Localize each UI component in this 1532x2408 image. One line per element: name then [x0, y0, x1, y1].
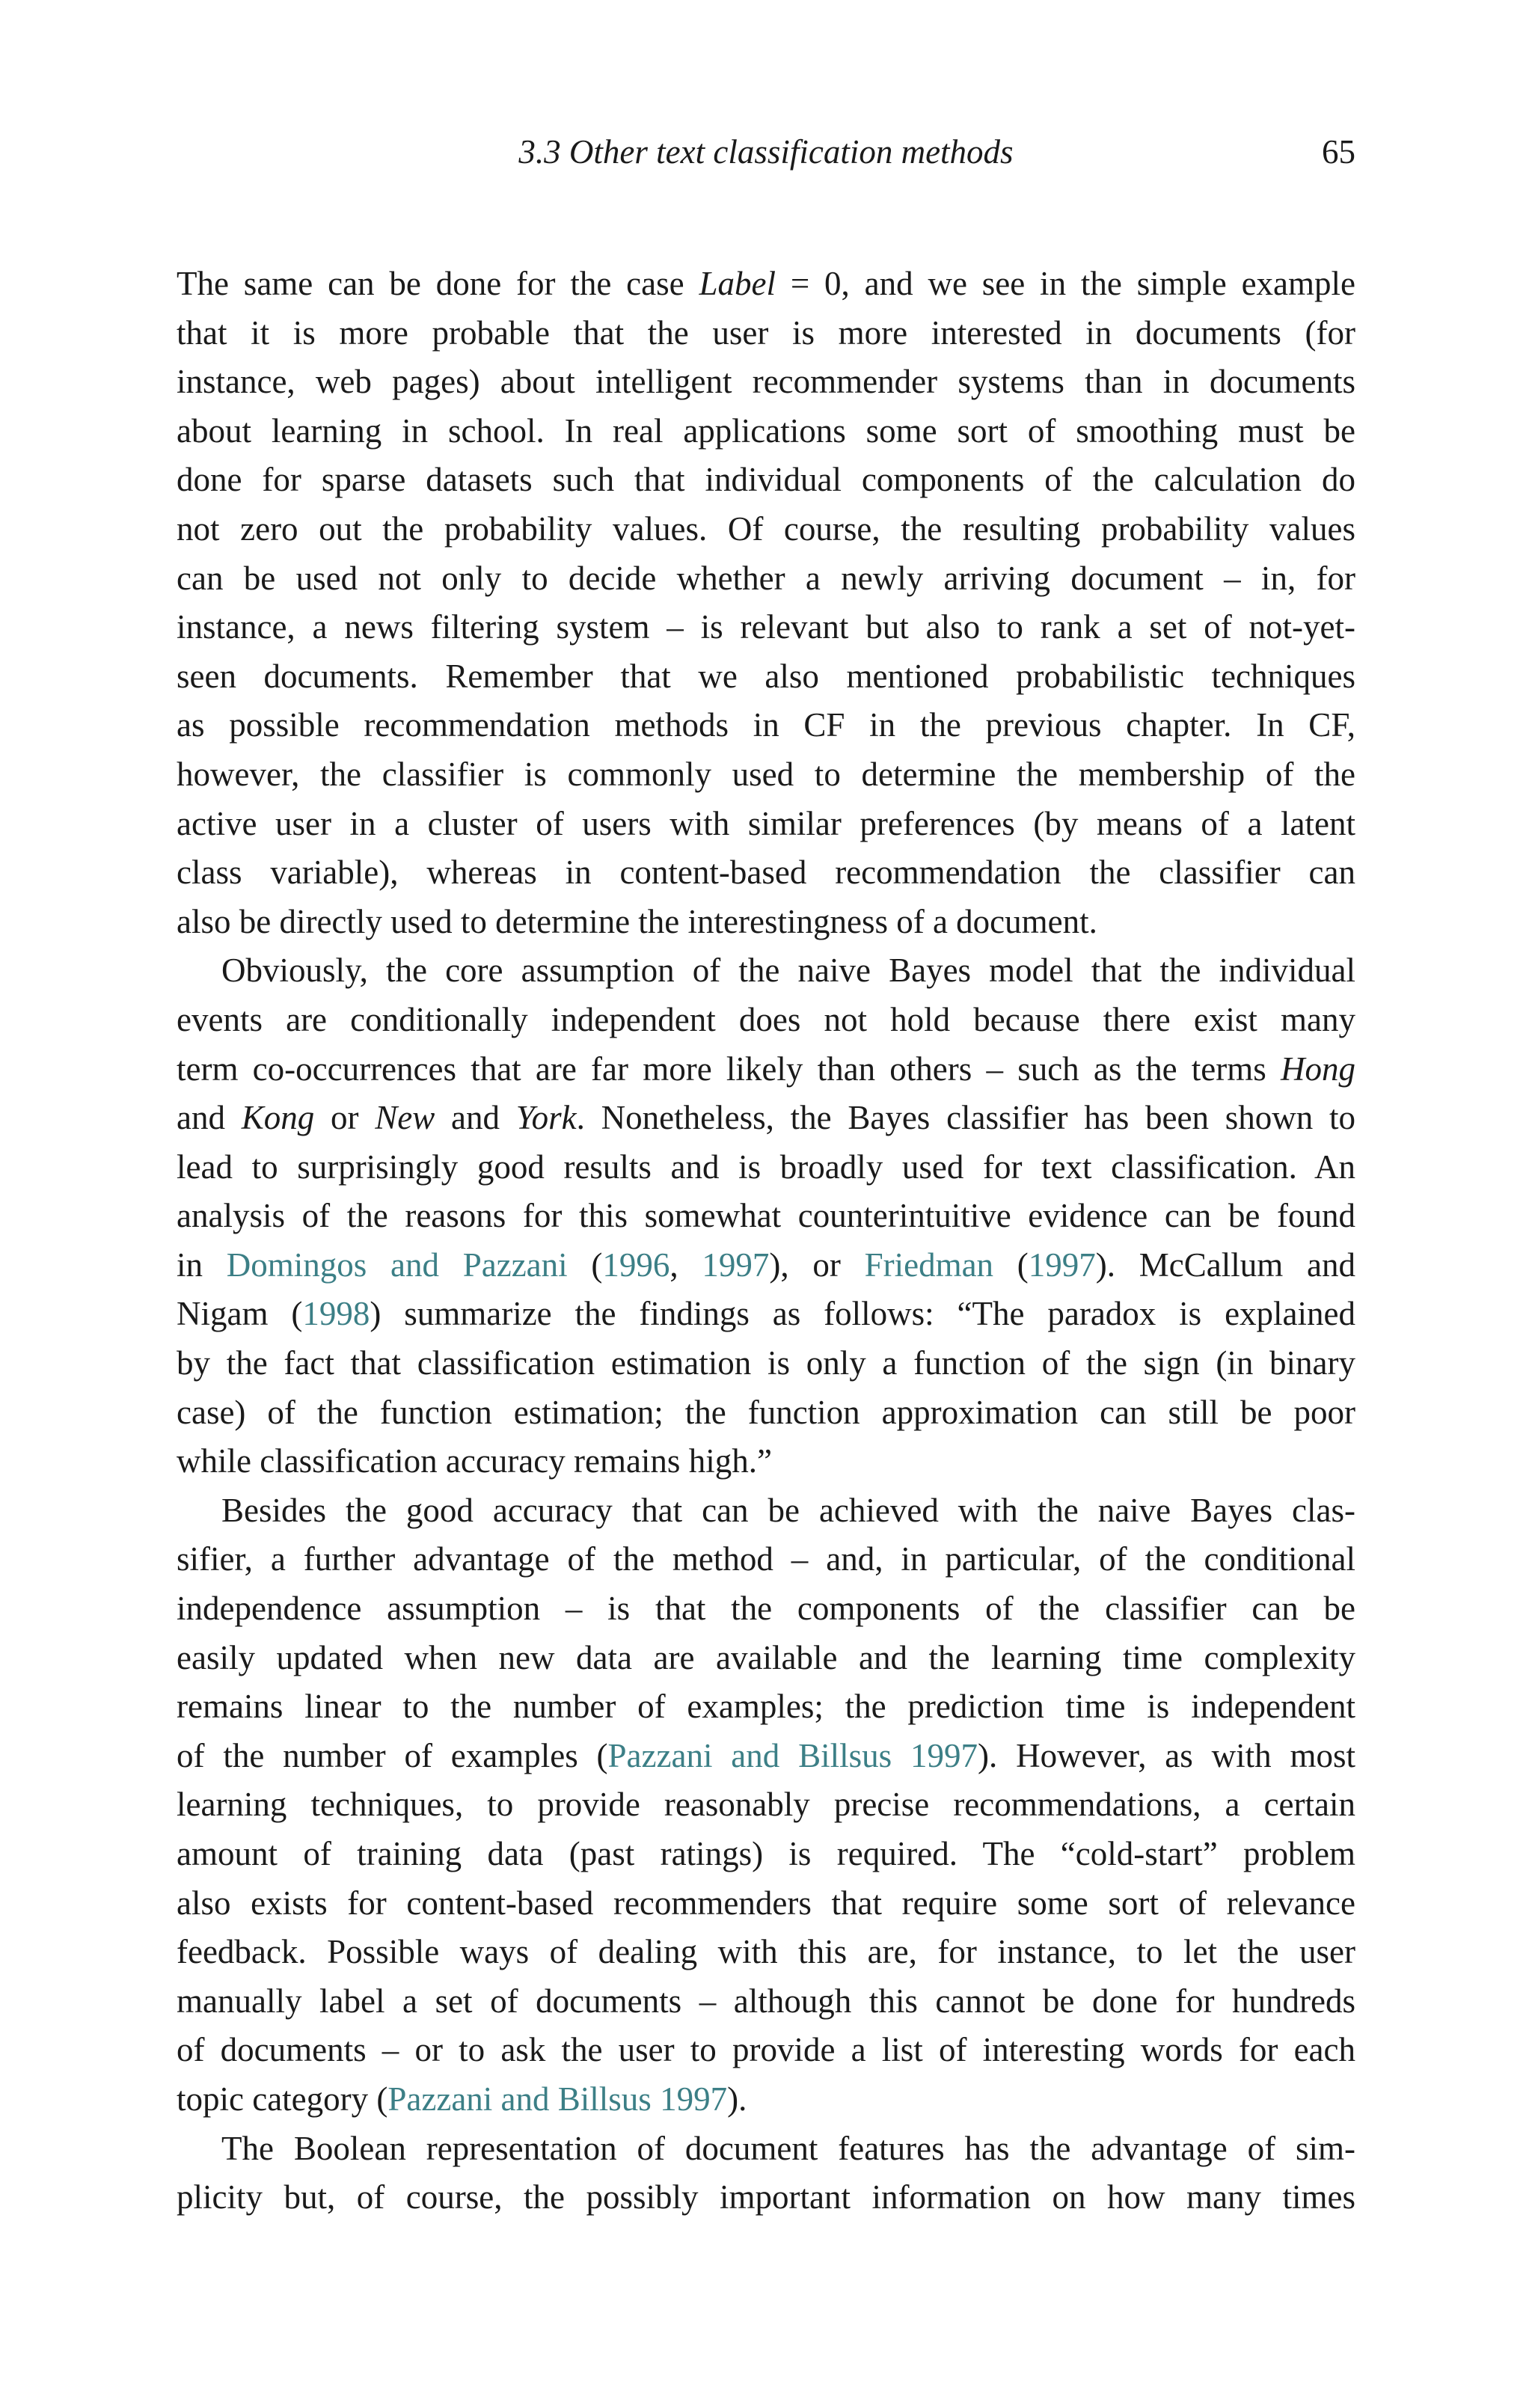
text-line: of documents – or to ask the user to provide a list of interesting words for each [177, 2031, 1355, 2069]
text-line: of the number of examples (Pazzani and Billsus 1997). However, as with most [177, 1736, 1355, 1774]
paragraph-3 [177, 1486, 1355, 2124]
text-line: The Boolean representation of document features has the advantage of sim- [221, 2129, 1355, 2167]
text-line: and Kong or New and York. Nonetheless, the Bayes classifier has been shown to [177, 1099, 1355, 1137]
text-line: manually label a set of documents – although this cannot be done for hundreds [177, 1982, 1355, 2020]
emphasis: New [375, 1099, 435, 1137]
text-line: remains linear to the number of examples; the prediction time is independent [177, 1688, 1355, 1726]
text-line: can be used not only to decide whether a newly arriving document – in, for [177, 559, 1355, 597]
text-line: instance, web pages) about intelligent recommender systems than in documents [177, 363, 1355, 401]
citation-link[interactable]: Domingos and Pazzani [226, 1246, 568, 1284]
text-line: in Domingos and Pazzani (1996, 1997), or Friedman (1997). McCallum and [177, 1246, 1355, 1284]
section-title: 3.3 Other text classification methods [518, 133, 1014, 171]
emphasis: York [515, 1099, 577, 1137]
text-line: Nigam (1998) summarize the findings as follows: “The paradox is explained [177, 1295, 1355, 1333]
citation-link[interactable]: Friedman [864, 1246, 994, 1284]
text-line: events are conditionally independent does not hold because there exist many [177, 1000, 1355, 1038]
text-line: class variable), whereas in content-based recommendation the classifier can [177, 854, 1355, 892]
text-line: while classification accuracy remains high.” [177, 1442, 772, 1480]
text-line: analysis of the reasons for this somewhat counterintuitive evidence can be found [177, 1197, 1355, 1235]
text-line: sifier, a further advantage of the method – and, in particular, of the conditional [177, 1540, 1355, 1578]
text-line: The same can be done for the case Label = 0, and we see in the simple example [177, 265, 1355, 302]
text-line: not zero out the probability values. Of course, the resulting probability values [177, 509, 1355, 548]
text-line: case) of the function estimation; the function approximation can still be poor [177, 1393, 1355, 1431]
citation-link[interactable]: 1996 [602, 1246, 670, 1284]
text-line: about learning in school. In real applications some sort of smoothing must be [177, 411, 1355, 450]
text-line: feedback. Possible ways of dealing with this are, for instance, to let the user [177, 1933, 1355, 1971]
text-line: lead to surprisingly good results and is broadly used for text classification. An [177, 1148, 1355, 1186]
text-line: however, the classifier is commonly used to determine the membership of the [177, 755, 1355, 793]
citation-link[interactable]: 1998 [302, 1295, 370, 1333]
paragraph-1 [177, 260, 1355, 946]
citation-link[interactable]: Pazzani and Billsus 1997 [607, 1736, 978, 1774]
text-line: that it is more probable that the user is more interested in documents (for [177, 313, 1355, 352]
text-line: independence assumption – is that the components of the classifier can be [177, 1590, 1355, 1628]
text-line: seen documents. Remember that we also mentioned probabilistic techniques [177, 657, 1355, 695]
body-text [177, 260, 1355, 2222]
citation-link[interactable]: 1997 [702, 1246, 770, 1284]
text-line: as possible recommendation methods in CF in the previous chapter. In CF, [177, 706, 1355, 744]
text-line: easily updated when new data are available and the learning time complexity [177, 1638, 1355, 1676]
math-variable-label: Label [699, 265, 776, 302]
citation-link[interactable]: 1997 [1028, 1246, 1096, 1284]
paragraph-2 [177, 946, 1355, 1486]
citation-link[interactable]: Pazzani and Billsus 1997 [387, 2080, 728, 2118]
page-number: 65 [1322, 133, 1355, 171]
text-line: by the fact that classification estimation is only a function of the sign (in binary [177, 1344, 1355, 1382]
text-line: Obviously, the core assumption of the naive Bayes model that the individual [221, 952, 1355, 990]
text-line: learning techniques, to provide reasonably precise recommendations, a certain [177, 1786, 1355, 1824]
text-line: term co-occurrences that are far more likely than others – such as the terms Hong [177, 1050, 1355, 1088]
text-line: done for sparse datasets such that individual components of the calculation do [177, 461, 1355, 499]
emphasis: Kong [241, 1099, 315, 1137]
text-line: plicity but, of course, the possibly important information on how many times [177, 2178, 1355, 2216]
emphasis: Hong [1281, 1050, 1355, 1088]
text-line: topic category (Pazzani and Billsus 1997). [177, 2080, 747, 2118]
text-line: active user in a cluster of users with similar preferences (by means of a latent [177, 804, 1355, 842]
text-line: also be directly used to determine the interestingness of a document. [177, 902, 1097, 940]
paragraph-4 [177, 2124, 1355, 2222]
text-line: also exists for content-based recommenders that require some sort of relevance [177, 1884, 1355, 1922]
text-line: amount of training data (past ratings) is required. The “cold-start” problem [177, 1835, 1355, 1872]
text-line: instance, a news filtering system – is relevant but also to rank a set of not-yet- [177, 608, 1355, 646]
running-header [177, 126, 1355, 178]
text-line: Besides the good accuracy that can be achieved with the naive Bayes clas- [221, 1491, 1355, 1529]
